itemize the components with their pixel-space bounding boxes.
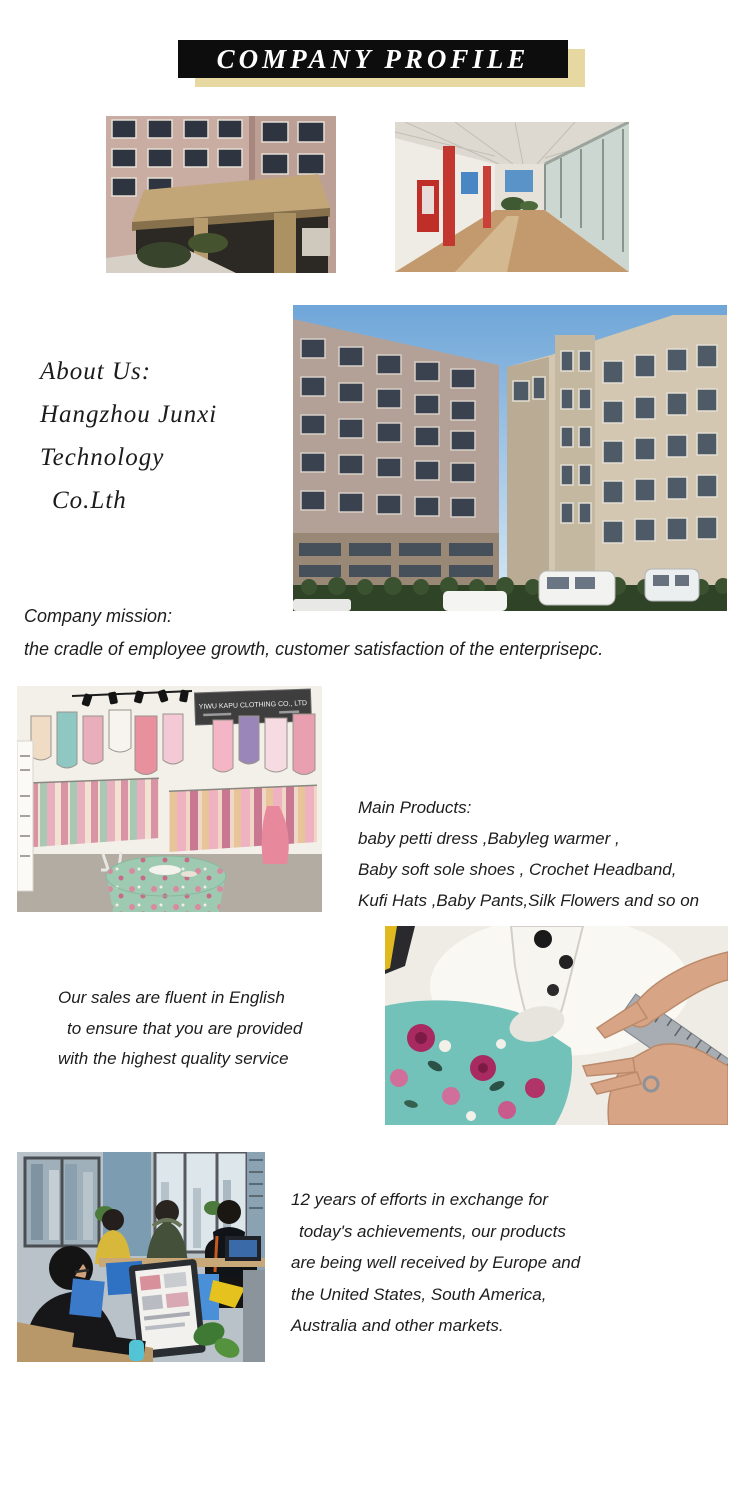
products-section — [358, 792, 718, 916]
clothes-rack-right — [169, 786, 317, 852]
about-line: Co.Lth — [52, 487, 127, 514]
clothes-rack-left — [21, 779, 159, 848]
header-banner — [178, 40, 568, 78]
sign-text: YIWU KAPU CLOTHING CO., LTD — [198, 700, 308, 711]
plant — [137, 242, 191, 268]
wall-poster — [461, 172, 478, 194]
campus-illustration — [293, 305, 727, 611]
product-line: baby petti dress ,Babyleg warmer , — [358, 829, 620, 848]
mission-section — [24, 600, 684, 666]
bottle — [129, 1340, 144, 1361]
monitor-right — [225, 1236, 261, 1261]
photo-campus — [293, 305, 727, 611]
about-line: Hangzhou Junxi — [40, 401, 218, 428]
achievement-line: today's achievements, our products — [299, 1221, 566, 1241]
mission-heading: Company mission: — [24, 606, 173, 626]
sales-section — [58, 983, 358, 1075]
building-entrance-illustration — [106, 116, 336, 273]
window-left — [25, 1158, 99, 1246]
products-heading: Main Products: — [358, 798, 472, 817]
sales-line: Our sales are fluent in English — [58, 988, 285, 1007]
achievements-section — [291, 1184, 621, 1342]
sales-line: with the highest quality service — [58, 1049, 289, 1068]
photo-office — [17, 1152, 265, 1362]
photo-hallway — [395, 122, 629, 272]
office-illustration — [17, 1152, 265, 1362]
product-line: Baby soft sole shoes , Crochet Headband, — [358, 860, 677, 879]
product-line: Kufi Hats ,Baby Pants,Silk Flowers and so on — [358, 891, 700, 910]
showroom-illustration — [17, 686, 322, 912]
sewing-illustration — [385, 926, 728, 1125]
hallway-illustration — [395, 122, 629, 272]
achievement-line: are being well received by Europe and — [291, 1253, 581, 1273]
sales-line: to ensure that you are provided — [67, 1018, 303, 1038]
achievement-line: Australia and other markets. — [291, 1316, 504, 1336]
photo-sewing — [385, 926, 728, 1125]
achievement-line: 12 years of efforts in exchange for — [291, 1190, 549, 1209]
page-title: COMPANY PROFILE — [216, 43, 530, 74]
about-line: About Us: — [40, 358, 152, 385]
red-pillar — [443, 146, 455, 246]
photo-building-entrance — [106, 116, 336, 273]
about-section — [40, 350, 300, 522]
display-table — [106, 856, 226, 912]
about-line: Technology — [40, 444, 165, 471]
mission-body: the cradle of employee growth, customer satisfaction of the enterprisepc. — [24, 639, 604, 659]
achievement-line: the United States, South America, — [291, 1284, 547, 1304]
photo-showroom — [17, 686, 322, 912]
